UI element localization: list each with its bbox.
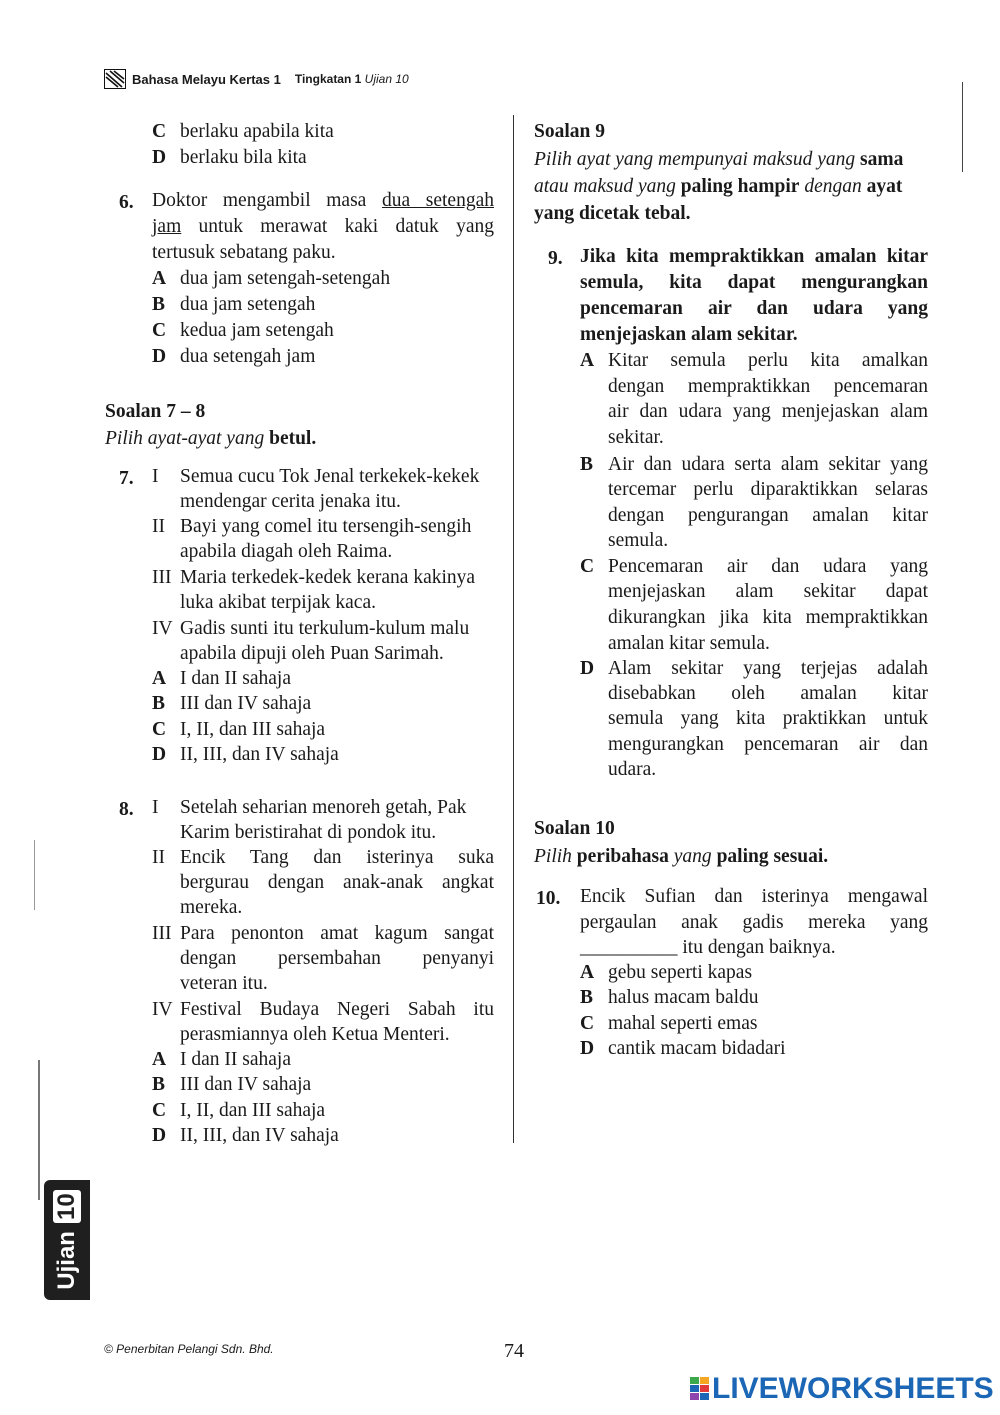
question-number: 6.	[119, 192, 134, 213]
option-label: A	[152, 268, 167, 289]
option-text: dua jam setengah-setengah	[180, 268, 391, 289]
statement-text: Para penonton amat kagum sangat	[180, 923, 494, 944]
option-text: III dan IV sahaja	[180, 1074, 312, 1095]
option-text: gebu seperti kapas	[608, 962, 753, 983]
tab-word: Ujian	[53, 1231, 80, 1290]
question-stem: Doktor mengambil masa dua setengah	[152, 190, 494, 211]
statement-text: apabila dipuji oleh Puan Sarimah.	[180, 643, 444, 664]
roman-numeral: III	[152, 923, 172, 944]
header-title: Bahasa Melayu Kertas 1	[132, 71, 281, 87]
option-label: D	[580, 1038, 595, 1059]
option-text: I dan II sahaja	[180, 668, 291, 689]
option-text: semula yang kita praktikkan untuk	[608, 708, 928, 729]
brand-name: LIVEWORKSHEETS	[712, 1372, 994, 1405]
underlined-phrase: dua setengah	[381, 190, 494, 211]
option-text: semula.	[608, 530, 669, 551]
option-label: B	[580, 454, 594, 475]
statement-text: veteran itu.	[180, 973, 268, 994]
option-text: disebabkan oleh amalan kitar	[608, 683, 928, 704]
option-text: Kitar semula perlu kita amalkan	[608, 350, 928, 371]
question-stem: tertusuk sebatang paku.	[152, 242, 336, 263]
option-text: kedua jam setengah	[180, 320, 334, 341]
question-number: 9.	[548, 248, 563, 269]
statement-text: Bayi yang comel itu tersengih-sengih	[180, 516, 472, 537]
section-title: Soalan 7 – 8	[105, 401, 206, 422]
section-title: Soalan 9	[534, 121, 605, 142]
option-text: amalan kitar semula.	[608, 633, 770, 654]
page-number: 74	[504, 1340, 524, 1362]
option-label: C	[580, 1013, 595, 1034]
option-label: C	[152, 1100, 167, 1121]
option-text: dengan mempraktikkan pencemaran	[608, 376, 928, 397]
roman-numeral: I	[152, 466, 159, 487]
option-text: cantik macam bidadari	[608, 1038, 786, 1059]
margin-mark	[38, 1060, 40, 1200]
section-instruction: Pilih peribahasa yang paling sesuai.	[534, 846, 829, 867]
option-label: B	[580, 987, 594, 1008]
option-text: II, III, dan IV sahaja	[180, 744, 339, 765]
option-text: Pencemaran air dan udara yang	[608, 556, 928, 577]
statement-text: mereka.	[180, 897, 243, 918]
option-text: III dan IV sahaja	[180, 693, 312, 714]
margin-mark	[34, 840, 35, 910]
option-label: A	[580, 962, 595, 983]
statement-text: Encik Tang dan isterinya suka	[180, 847, 494, 868]
tab-number: 10	[53, 1190, 81, 1223]
margin-mark	[962, 82, 963, 172]
ujian-side-tab	[44, 1180, 90, 1300]
header-level: Tingkatan 1 Ujian 10	[294, 72, 409, 86]
option-label: C	[152, 719, 167, 740]
option-text: I, II, dan III sahaja	[180, 1100, 326, 1121]
option-text: dua jam setengah	[180, 294, 316, 315]
roman-numeral: II	[152, 847, 165, 868]
statement-text: Setelah seharian menoreh getah, Pak	[180, 797, 467, 818]
statement-text: apabila diagah oleh Raima.	[180, 541, 393, 562]
liveworksheets-brand[interactable]	[690, 1372, 994, 1406]
roman-numeral: III	[152, 567, 172, 588]
option-text: halus macam baldu	[608, 987, 759, 1008]
option-label: A	[152, 668, 167, 689]
option-text: I, II, dan III sahaja	[180, 719, 326, 740]
copyright-text: © Penerbitan Pelangi Sdn. Bhd.	[104, 1342, 274, 1356]
option-text: Air dan udara serta alam sekitar yang	[608, 454, 928, 475]
underlined-phrase: jam	[152, 216, 182, 237]
option-label: D	[152, 346, 167, 367]
option-text: dikurangkan jika kita mempraktikkan	[608, 607, 928, 628]
option-text: udara.	[608, 759, 657, 780]
statement-text: perasmiannya oleh Ketua Menteri.	[180, 1024, 450, 1045]
option-text: berlaku bila kita	[180, 147, 307, 168]
option-label: B	[152, 294, 166, 315]
option-label: D	[580, 658, 595, 679]
option-text: dua setengah jam	[180, 346, 316, 367]
option-text: I dan II sahaja	[180, 1049, 291, 1070]
statement-text: mendengar cerita jenaka itu.	[180, 491, 401, 512]
option-label: C	[152, 320, 167, 341]
question-number: 8.	[119, 799, 134, 820]
section-instruction: atau maksud yang paling hampir dengan ayat	[534, 176, 903, 197]
option-text: air dan udara yang menjejaskan alam	[608, 401, 928, 422]
question-stem: __________ itu dengan baiknya.	[580, 937, 836, 958]
section-title: Soalan 10	[534, 818, 615, 839]
statement-text: Semua cucu Tok Jenal terkekek-kekek	[180, 466, 480, 487]
question-stem: Jika kita mempraktikkan amalan kitar	[580, 246, 928, 267]
book-logo-icon	[104, 69, 126, 89]
liveworksheets-logo-icon	[690, 1375, 710, 1403]
roman-numeral: IV	[152, 618, 173, 639]
option-label: D	[152, 147, 167, 168]
option-text: sekitar.	[608, 427, 664, 448]
statement-text: Gadis sunti itu terkulum-kulum malu	[180, 618, 470, 639]
option-text: dengan pengurangan amalan kitar	[608, 505, 928, 526]
section-instruction: yang dicetak tebal.	[534, 203, 691, 224]
question-stem: pencemaran air dan udara yang	[580, 298, 928, 319]
roman-numeral: I	[152, 797, 159, 818]
column-divider	[513, 115, 514, 1143]
question-number: 7.	[119, 468, 134, 489]
header-test: Ujian 10	[364, 72, 409, 86]
option-text: mahal seperti emas	[608, 1013, 758, 1034]
option-text: Alam sekitar yang terjejas adalah	[608, 658, 928, 679]
question-stem: pergaulan anak gadis mereka yang	[580, 912, 928, 933]
statement-text: Karim beristirahat di pondok itu.	[180, 822, 437, 843]
statement-text: luka akibat terpijak kaca.	[180, 592, 376, 613]
roman-numeral: II	[152, 516, 165, 537]
option-label: A	[152, 1049, 167, 1070]
section-instruction: Pilih ayat-ayat yang betul.	[105, 428, 317, 449]
roman-numeral: IV	[152, 999, 173, 1020]
option-label: A	[580, 350, 595, 371]
option-label: D	[152, 1125, 167, 1146]
question-stem: menjejaskan alam sekitar.	[580, 324, 798, 345]
answer-blank[interactable]: __________	[580, 937, 678, 958]
option-label: B	[152, 1074, 166, 1095]
option-text: II, III, dan IV sahaja	[180, 1125, 339, 1146]
option-label: B	[152, 693, 166, 714]
section-instruction: Pilih ayat yang mempunyai maksud yang sama	[534, 149, 904, 170]
option-text: tercemar perlu diparaktikkan selaras	[608, 479, 928, 500]
option-label: C	[152, 121, 167, 142]
statement-text: dengan persembahan penyanyi	[180, 948, 494, 969]
page-header	[104, 68, 409, 90]
statement-text: Maria terkedek-kedek kerana kakinya	[180, 567, 476, 588]
option-text: menjejaskan alam sekitar dapat	[608, 581, 928, 602]
question-number: 10.	[536, 888, 561, 909]
option-label: C	[580, 556, 595, 577]
question-stem: semula, kita dapat mengurangkan	[580, 272, 928, 293]
question-stem: Encik Sufian dan isterinya mengawal	[580, 886, 928, 907]
option-text: berlaku apabila kita	[180, 121, 334, 142]
option-label: D	[152, 744, 167, 765]
statement-text: Festival Budaya Negeri Sabah itu	[180, 999, 494, 1020]
option-text: mengurangkan pencemaran air dan	[608, 734, 928, 755]
statement-text: bergurau dengan anak-anak angkat	[180, 872, 494, 893]
question-stem: jam untuk merawat kaki datuk yang	[152, 216, 494, 237]
